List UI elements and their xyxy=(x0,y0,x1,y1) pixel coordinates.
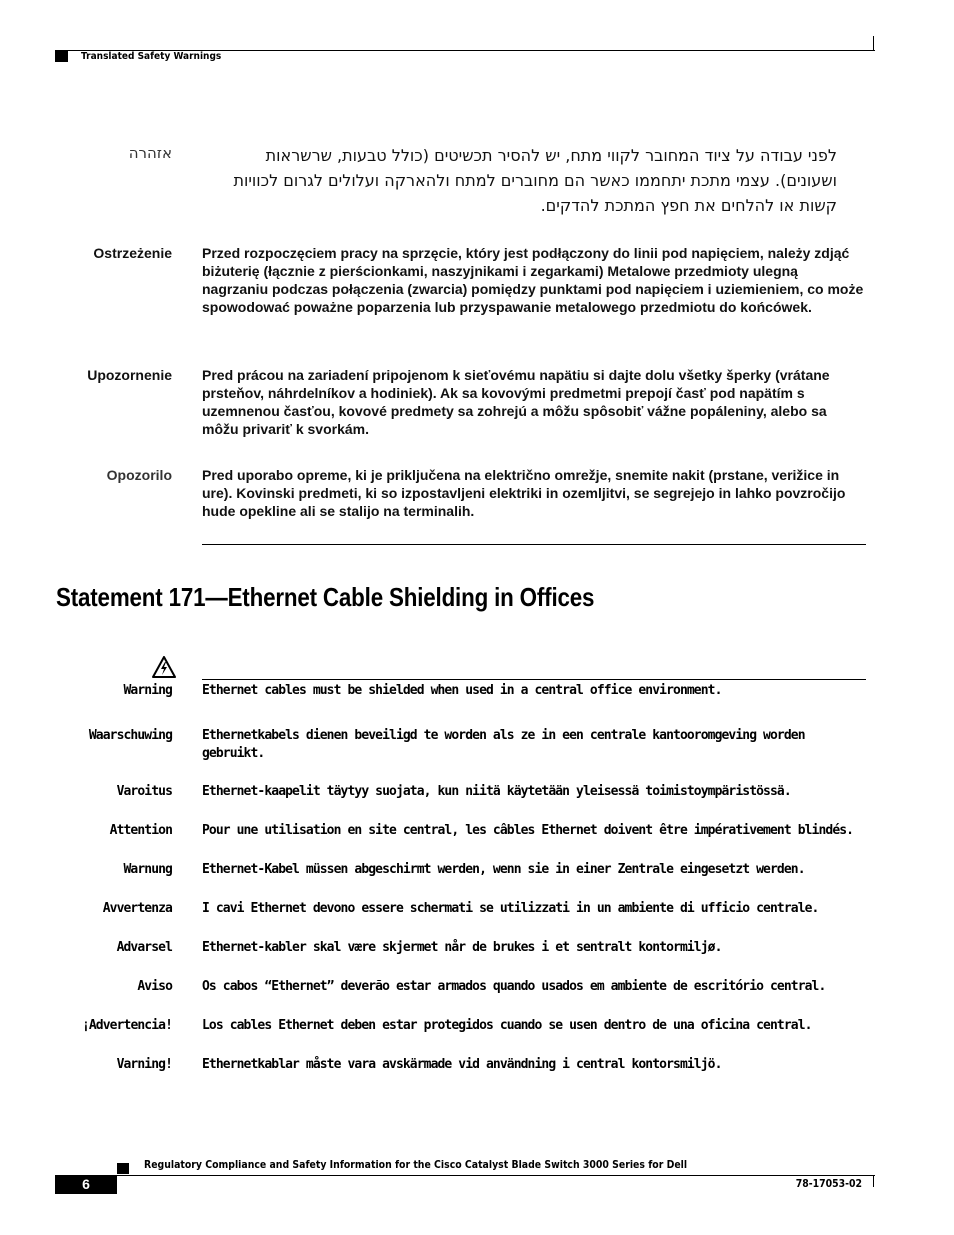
statement-label-spanish: ¡Advertencia! xyxy=(81,1018,172,1033)
statement-label-italian: Avvertenza xyxy=(102,901,172,916)
statement-label-french: Attention xyxy=(109,823,172,838)
header-tick-mark xyxy=(873,36,874,51)
running-header-title: Translated Safety Warnings xyxy=(81,51,222,62)
footer-marker xyxy=(117,1163,129,1174)
statement-text-finnish: Ethernet-kaapelit täytyy suojata, kun niitä käytetään yleisessä toimistoympäristössä. xyxy=(202,784,791,799)
statement-label-portuguese: Aviso xyxy=(137,979,172,994)
statement-text-portuguese: Os cabos “Ethernet” deverão estar armados quando usados em ambiente de escritório central. xyxy=(202,979,826,994)
statement-label-swedish: Varning! xyxy=(116,1057,172,1072)
statement-label-german: Warnung xyxy=(123,862,172,877)
footer-document-title: Regulatory Compliance and Safety Information for the Cisco Catalyst Blade Switch 3000 Series for Dell xyxy=(144,1158,688,1171)
warning-text-slovenian: Pred uporabo opreme, ki je priključena na električno omrežje, snemite nakit (prstane, verižice in ure). Kovinski predmeti, ki so izpostavljeni elektriki in ozemljitvi, se segrejejo in lahko povzročijo hude opekline ali se stalijo na terminalih. xyxy=(202,467,846,519)
statement-text-swedish: Ethernetkablar måste vara avskärmade vid användning i central kontorsmiljö. xyxy=(202,1057,722,1072)
statement-label-norwegian: Advarsel xyxy=(116,940,172,955)
warning-text-slovak: Pred prácou na zariadení pripojenom k sieťovému napätiu si dajte dolu všetky šperky (vrátane prsteňov, náhrdelníkov a hodiniek). Ak sa kovovými predmetmi prepojí časť pod napätím s uzemnenou časťou, kovové predmety sa zohrejú a môžu spôsobiť vážne popáleniny, alebo sa môžu privariť k svorkám. xyxy=(202,367,830,437)
footer-rule xyxy=(117,1175,875,1176)
statement-text-english: Ethernet cables must be shielded when used in a central office environment. xyxy=(202,683,722,698)
warning-label-hebrew: אזהרה xyxy=(128,144,172,162)
statement-text-italian: I cavi Ethernet devono essere schermati se utilizzati in un ambiente di ufficio centrale. xyxy=(202,901,819,916)
warning-label-polish: Ostrzeżenie xyxy=(93,245,172,261)
warning-text-hebrew: לפני עבודה על ציוד המחובר לקווי מתח, יש להסיר תכשיטים (כולל טבעות, שרשראות ושעונים). עצמי מתכת יתחממו כאשר הם מחוברים למתח ולהארקה ועלולים לגרום לכוויות קשות או להלחים את חפץ המתכת להדקים. xyxy=(233,146,837,215)
warning-triangle-lightning-icon xyxy=(152,656,176,678)
warning-text-polish: Przed rozpoczęciem pracy na sprzęcie, który jest podłączony do linii pod napięciem, należy zdjąć biżuterię (łącznie z pierścionkami, naszyjnikami i zegarkami) Metalowe przedmioty ulegną nagrzaniu podczas połączenia (zwarcia) pomiędzy punktami pod napięciem i uziemieniem, co może spowodować poważne poparzenia lub przyspawanie metalowego przedmiotu do końcówek. xyxy=(202,245,864,315)
statement-text-dutch: Ethernetkabels dienen beveiligd te worden als ze in een centrale kantooromgeving worden gebruikt. xyxy=(202,728,805,761)
statement-title: Statement 171—Ethernet Cable Shielding in Offices xyxy=(56,582,595,612)
warning-label-slovak: Upozornenie xyxy=(87,367,172,383)
section-separator xyxy=(202,544,866,545)
header-marker xyxy=(55,51,68,62)
page-number: 6 xyxy=(82,1176,90,1192)
statement-text-french: Pour une utilisation en site central, les câbles Ethernet doivent être impérativement blindés. xyxy=(202,823,854,838)
statement-text-german: Ethernet-Kabel müssen abgeschirmt werden, wenn sie in einer Zentrale eingesetzt werden. xyxy=(202,862,805,877)
statement-label-dutch: Waarschuwing xyxy=(88,728,172,743)
statement-text-spanish: Los cables Ethernet deben estar protegidos cuando se usen dentro de una oficina central. xyxy=(202,1018,812,1033)
footer-tick-mark xyxy=(873,1175,874,1187)
statement-label-finnish: Varoitus xyxy=(116,784,172,799)
statement-label-english: Warning xyxy=(123,683,172,698)
document-number: 78-17053-02 xyxy=(795,1177,862,1190)
warning-rule xyxy=(202,679,866,680)
warning-label-slovenian: Opozorilo xyxy=(106,467,172,483)
statement-text-norwegian: Ethernet-kabler skal være skjermet når de brukes i et sentralt kontormiljø. xyxy=(202,940,722,955)
